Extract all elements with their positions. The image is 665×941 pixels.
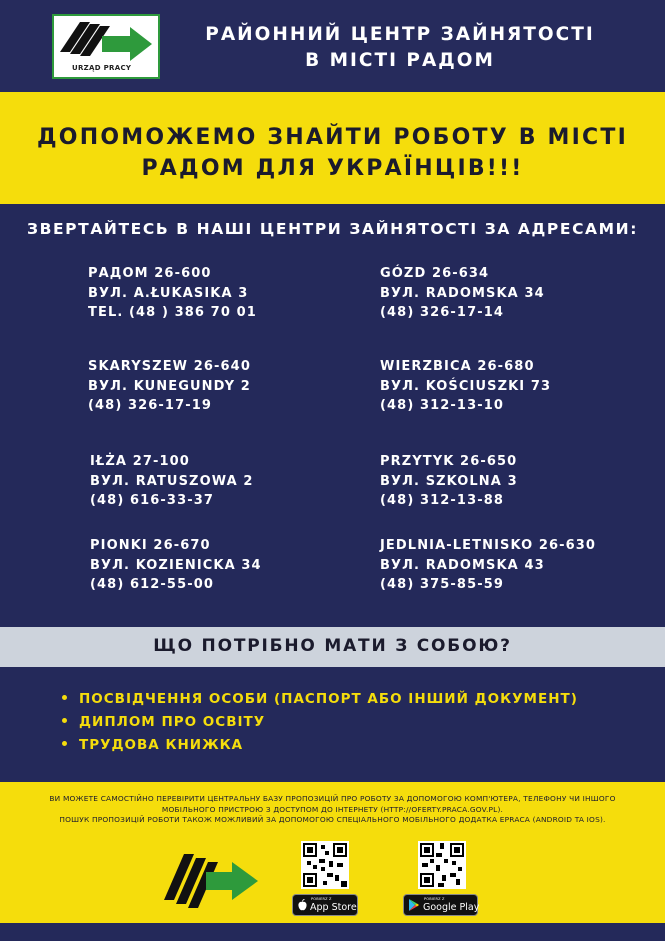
address-phone: (48) 375-85-59 [380,577,505,592]
title-line-2: В МІСТІ РАДОМ [305,50,495,71]
footer-line-1: ВИ МОЖЕТЕ САМОСТІЙНО ПЕРЕВІРИТИ ЦЕНТРАЛЬНУ БАЗУ ПРОПОЗИЦІЙ ПРО РОБОТУ ЗА ДОПОМОГОЮ КОМП'ЮТЕРА, ТЕЛЕФОНУ ЧИ ІНШОГО [49,794,616,803]
address-street: ВУЛ. А.ŁUKASIKA 3 [88,285,249,301]
apple-icon [298,899,307,911]
page-title [190,22,610,74]
list-item-text: ТРУДОВА КНИЖКА [79,737,244,753]
address-street: ВУЛ. KOŚCIUSZKI 73 [380,378,552,394]
urzad-pracy-logo [52,14,160,79]
address-block-skaryszew [88,357,251,416]
headline-line-1: ДОПОМОЖЕМО ЗНАЙТИ РОБОТУ В МІСТІ [37,125,628,150]
address-phone: (48) 312-13-88 [380,493,505,508]
headline-banner [0,92,665,204]
googleplay-qr-code[interactable] [418,841,466,889]
requirements-heading: ЩО ПОТРІБНО МАТИ З СОБОЮ? [153,636,512,656]
address-city: PIONKI 26-670 [90,538,211,553]
bottom-strip [0,923,665,941]
appstore-label: App Store [310,902,357,913]
headline-line-2: РАДОМ ДЛЯ УКРАЇНЦІВ!!! [141,156,524,181]
address-city: PRZYTYK 26-650 [380,454,518,469]
header [0,0,665,92]
bullet-icon [62,718,67,723]
address-street: ВУЛ. RATUSZOWA 2 [90,473,254,489]
qr-code-icon [301,841,349,889]
googleplay-button[interactable] [403,894,478,916]
appstore-button[interactable] [292,894,358,916]
googleplay-label: Google Play [423,902,480,913]
address-phone: (48) 612-55-00 [90,577,215,592]
appstore-small-text: POBIERZ Z [311,897,332,901]
address-block-jedlnia [380,536,596,595]
list-item [62,734,578,757]
addresses-heading: ЗВЕРТАЙТЕСЬ В НАШІ ЦЕНТРИ ЗАЙНЯТОСТІ ЗА АДРЕСАМИ: [26,220,639,238]
address-street: ВУЛ. SZKOLNA 3 [380,473,518,489]
qr-code-icon [418,841,466,889]
address-street: ВУЛ. RADOMSKA 43 [380,557,545,573]
googleplay-small-text: POBIERZ Z [424,897,445,901]
address-phone: TEL. (48 ) 386 70 01 [88,305,257,320]
bullet-icon [62,695,67,700]
logo-text: URZĄD PRACY [72,64,132,72]
footer-line-3: ПОШУК ПРОПОЗИЦІЙ РОБОТИ ТАКОЖ МОЖЛИВИЙ ЗА ДОПОМОГОЮ СПЕЦІАЛЬНОГО МОБІЛЬНОГО ДОДАТКА EPRACA (ANDROID TA IOS). [59,815,606,824]
requirements-banner [0,627,665,667]
address-city: WIERZBICA 26-680 [380,359,535,374]
address-phone: (48) 312-13-10 [380,398,505,413]
address-phone: (48) 326-17-19 [88,398,213,413]
requirements-list [62,688,578,757]
list-item-text: ПОСВІДЧЕННЯ ОСОБИ (ПАСПОРТ АБО ІНШИЙ ДОКУМЕНТ) [79,691,578,707]
address-block-wierzbica [380,357,551,416]
address-city: IŁŻA 27-100 [90,454,190,469]
logo-arrows-icon [162,850,260,910]
address-block-radom [88,264,257,323]
address-city: SKARYSZEW 26-640 [88,359,251,374]
list-item-text: ДИПЛОМ ПРО ОСВІТУ [79,714,266,730]
google-play-icon [409,899,419,911]
address-street: ВУЛ. RADOMSKA 34 [380,285,545,301]
footer-info [10,794,655,826]
footer-line-2: МОБІЛЬНОГО ПРИСТРОЮ З ДОСТУПОМ ДО ІНТЕРНЕТУ (HTTP://OFERTY.PRACA.GOV.PL). [161,804,504,814]
headline [20,122,645,184]
address-city: РАДОМ 26-600 [88,266,212,281]
address-city: GÓZD 26-634 [380,266,490,281]
address-street: ВУЛ. KUNEGUNDY 2 [88,378,251,394]
address-street: ВУЛ. KOZIENICKA 34 [90,557,262,573]
address-city: JEDLNIA-LETNISKO 26-630 [380,538,597,553]
title-line-1: РАЙОННИЙ ЦЕНТР ЗАЙНЯТОСТІ [205,24,595,45]
address-block-ilza [90,452,254,511]
footer-logo [162,850,260,914]
list-item [62,688,578,711]
address-phone: (48) 326-17-14 [380,305,505,320]
appstore-qr-code[interactable] [301,841,349,889]
bullet-icon [62,741,67,746]
address-block-pionki [90,536,262,595]
address-block-przytyk [380,452,518,511]
address-phone: (48) 616-33-37 [90,493,215,508]
address-block-gozd [380,264,545,323]
list-item [62,711,578,734]
